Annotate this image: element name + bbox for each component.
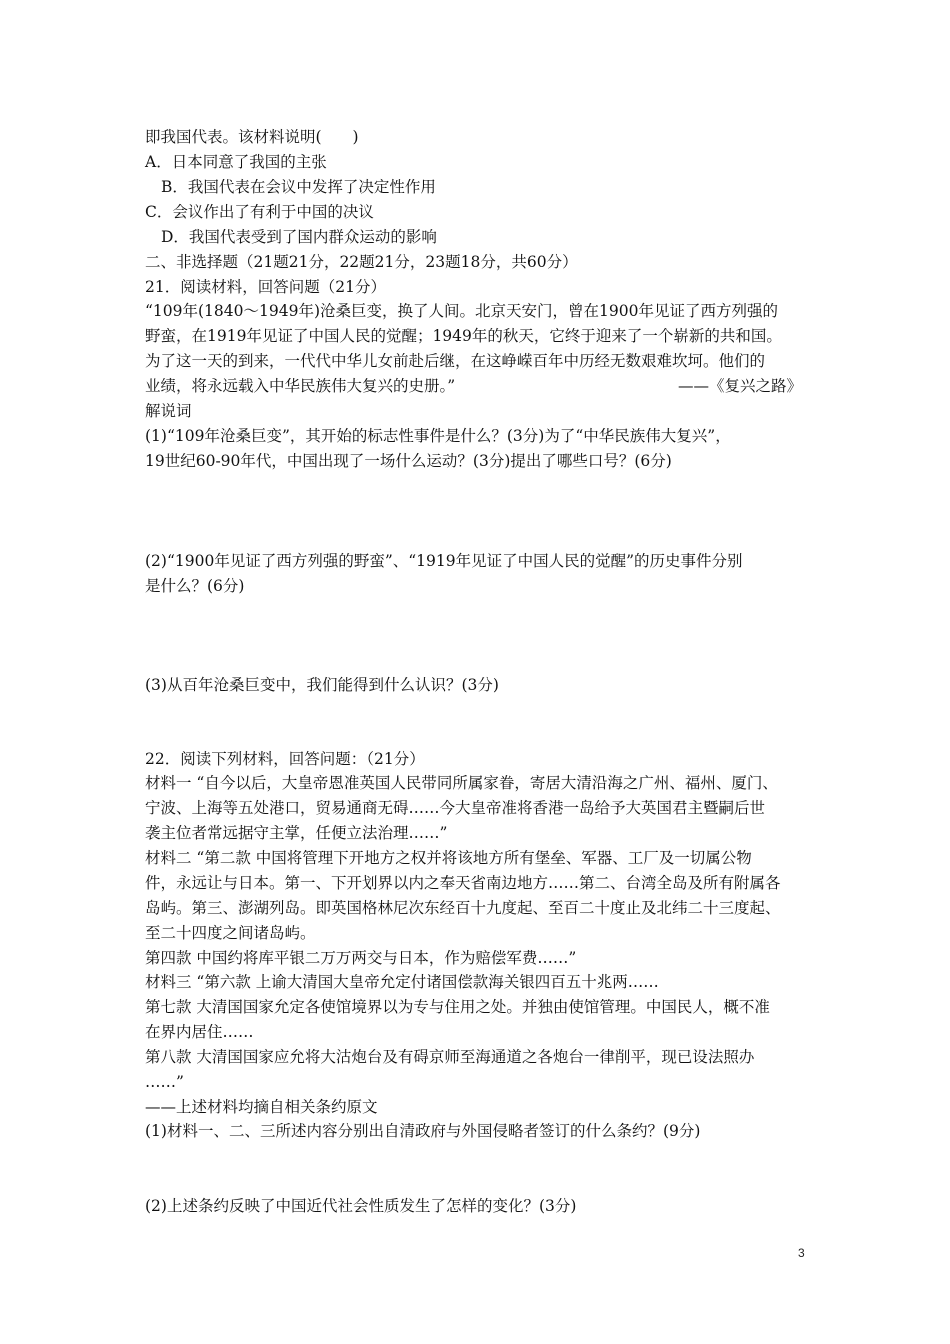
q22-line: 第八款 大清国国家应允将大沽炮台及有碍京师至海通道之各炮台一律削平，现已设法照办 (145, 1048, 755, 1066)
q22-line: 件，永远让与日本。第一、下开划界以内之奉天省南边地方……第二、台湾全岛及所有附属各 (145, 874, 781, 892)
q21-source: ——《复兴之路》 (678, 377, 803, 395)
q20-option-c: C．会议作出了有利于中国的决议 (145, 203, 374, 221)
q22-line: 宁波、上海等五处港口，贸易通商无碍……今大皇帝准将香港一岛给予大英国君主暨嗣后世 (145, 799, 766, 817)
q21-sub1-line: 19世纪60-90年代，中国出现了一场什么运动？(3分)提出了哪些口号？(6分) (145, 452, 672, 470)
q22-line: 材料三 “第六款 上谕大清国大皇帝允定付诸国偿款海关银四百五十兆两…… (145, 973, 659, 991)
q21-source-note: 解说词 (145, 402, 192, 420)
section-heading: 二、非选择题（21题21分，22题21分，23题18分，共60分） (145, 253, 578, 271)
q22-line: 材料一 “自今以后，大皇帝恩准英国人民带同所属家眷，寄居大清沿海之广州、福州、厦门、 (145, 774, 778, 792)
q20-stem-tail: 即我国代表。该材料说明( ) (145, 128, 359, 146)
q22-line: 岛屿。第三、澎湖列岛。即英国格林尼次东经百十九度起、至百二十度止及北纬二十三度起、 (145, 899, 781, 917)
q20-option-a: A．日本同意了我国的主张 (145, 153, 327, 171)
q21-sub2-line: (2)“1900年见证了西方列强的野蛮”、“1919年见证了中国人民的觉醒”的历史事件分别 (145, 552, 743, 570)
q22-line: ……” (145, 1073, 184, 1091)
q21-material-line: 野蛮，在1919年见证了中国人民的觉醒；1949年的秋天，它终于迎来了一个崭新的共和国。 (145, 327, 782, 345)
q22-sub1: (1)材料一、二、三所述内容分别出自清政府与外国侵略者签订的什么条约？(9分) (145, 1122, 701, 1140)
q22-line: 至二十四度之间诸岛屿。 (145, 924, 316, 942)
q21-material-line: 业绩，将永远载入中华民族伟大复兴的史册。” (145, 377, 456, 395)
q20-option-b: B．我国代表在会议中发挥了决定性作用 (161, 178, 436, 196)
q20-option-d: D．我国代表受到了国内群众运动的影响 (161, 228, 437, 246)
q22-title: 22．阅读下列材料，回答问题：（21分） (145, 750, 425, 768)
q21-material-line: “109年(1840～1949年)沧桑巨变，换了人间。北京天安门，曾在1900年见证了西方列强的 (145, 302, 778, 320)
q21-title: 21．阅读材料，回答问题（21分） (145, 278, 386, 296)
q22-line: 第四款 中国约将库平银二万万两交与日本，作为赔偿军费……” (145, 949, 577, 967)
q22-line: 第七款 大清国国家允定各使馆境界以为专与住用之处。并独由使馆管理。中国民人，概不准 (145, 998, 770, 1016)
q21-material-line: 为了这一天的到来，一代代中华儿女前赴后继，在这峥嵘百年中历经无数艰难坎坷。他们的 (145, 352, 766, 370)
page-number: 3 (798, 1246, 805, 1260)
q22-line: 材料二 “第二款 中国将管理下开地方之权并将该地方所有堡垒、军器、工厂及一切属公物 (145, 849, 752, 867)
q21-sub2-line: 是什么？(6分) (145, 577, 245, 595)
q22-line: 在界内居住…… (145, 1023, 254, 1041)
q22-source: ——上述材料均摘自相关条约原文 (145, 1098, 378, 1116)
q21-sub1-line: (1)“109年沧桑巨变”，其开始的标志性事件是什么？(3分)为了“中华民族伟大复兴”， (145, 427, 731, 445)
q22-sub2: (2)上述条约反映了中国近代社会性质发生了怎样的变化？(3分) (145, 1197, 577, 1215)
q22-line: 袭主位者常远据守主掌，任便立法治理……” (145, 824, 448, 842)
q21-sub3: (3)从百年沧桑巨变中，我们能得到什么认识？(3分) (145, 676, 499, 694)
